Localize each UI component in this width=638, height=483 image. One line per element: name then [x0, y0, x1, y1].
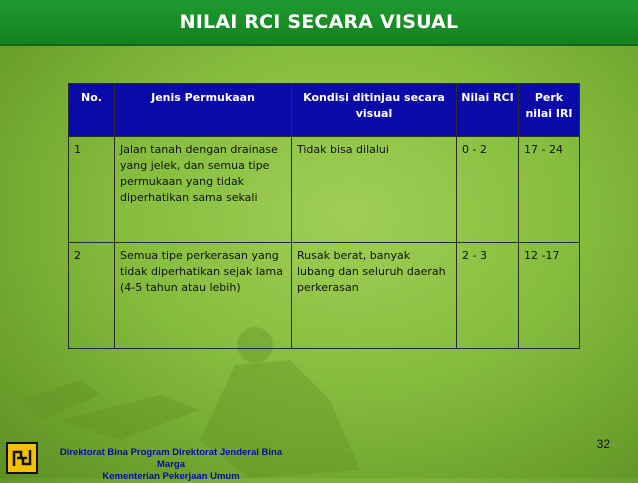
- table-row: [69, 243, 580, 349]
- header-nilai-rci: Nilai RCI: [457, 84, 519, 137]
- title-bar: [0, 0, 638, 46]
- cell-rci: 0 - 2: [457, 137, 519, 243]
- header-no: No.: [69, 84, 115, 137]
- cell-kondisi: Tidak bisa dilalui: [292, 137, 457, 243]
- cell-kondisi: Rusak berat, banyak lubang dan seluruh daerah perkerasan: [292, 243, 457, 349]
- cell-iri: 17 - 24: [519, 137, 580, 243]
- cell-jenis: Semua tipe perkerasan yang tidak diperhatikan sejak lama (4-5 tahun atau lebih): [115, 243, 292, 349]
- table-header-row: [69, 84, 580, 137]
- footer-text: [46, 447, 296, 483]
- page-number: 32: [596, 437, 610, 451]
- page-title: NILAI RCI SECARA VISUAL: [179, 11, 459, 33]
- rci-table: [68, 83, 580, 349]
- footer-line-2: Kementerian Pekerjaan Umum: [102, 470, 240, 482]
- cell-no: 2: [69, 243, 115, 349]
- cell-iri: 12 -17: [519, 243, 580, 349]
- table-row: [69, 137, 580, 243]
- pu-logo-icon: [6, 442, 38, 474]
- footer-line-1: Direktorat Bina Program Direktorat Jenderal Bina Marga: [59, 447, 283, 470]
- cell-jenis: Jalan tanah dengan drainase yang jelek, dan semua tipe permukaan yang tidak diperhatikan sama sekali: [115, 137, 292, 243]
- header-jenis-permukaan: Jenis Permukaan: [115, 84, 292, 137]
- header-perk-nilai-iri: Perk nilai IRI: [519, 84, 580, 137]
- header-kondisi: Kondisi ditinjau secara visual: [292, 84, 457, 137]
- cell-no: 1: [69, 137, 115, 243]
- cell-rci: 2 - 3: [457, 243, 519, 349]
